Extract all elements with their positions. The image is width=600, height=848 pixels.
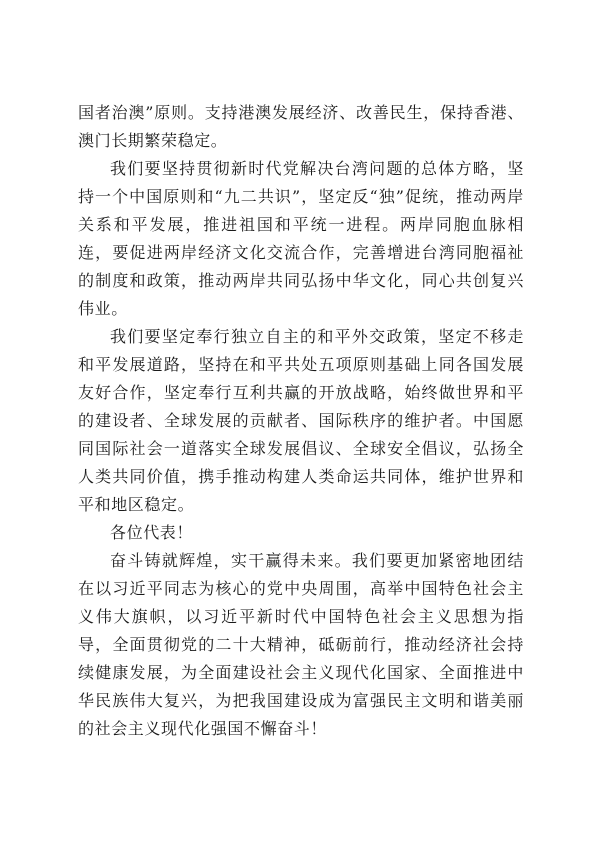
paragraph-closing: 奋斗铸就辉煌，实干赢得未来。我们要更加紧密地团结在以习近平同志为核心的党中央周围，高举中国特色社会主义伟大旗帜，以习近平新时代中国特色社会主义思想为指导，全面贯彻党的二十大精神，砥砺前行，推动经济社会持续健康发展，为全面建设社会主义现代化国家、全面推进中华民族伟大复兴，为把我国建设成为富强民主文明和谐美丽的社会主义现代化强国不懈奋斗！ — [78, 551, 524, 738]
body-text — [78, 99, 524, 743]
paragraph-taiwan: 我们要坚持贯彻新时代党解决台湾问题的总体方略，坚持一个中国原则和“九二共识”，坚定反“独”促统，推动两岸关系和平发展，推进祖国和平统一进程。两岸同胞血脉相连，要促进两岸经济文化交流合作，完善增进台湾同胞福祉的制度和政策，推动两岸共同弘扬中华文化，同心共创复兴伟业。 — [78, 159, 524, 318]
paragraph-continued: 国者治澳”原则。支持港澳发展经济、改善民生，保持香港、澳门长期繁荣稳定。 — [78, 103, 524, 150]
paragraph-foreign-policy: 我们要坚定奉行独立自主的和平外交政策，坚定不移走和平发展道路，坚持在和平共处五项原则基础上同各国发展友好合作，坚定奉行互利共赢的开放战略，始终做世界和平的建设者、全球发展的贡献者、国际秩序的维护者。中国愿同国际社会一道落实全球发展倡议、全球安全倡议，弘扬全人类共同价值，携手推动构建人类命运共同体，维护世界和平和地区稳定。 — [78, 327, 524, 514]
paragraph-address: 各位代表！ — [110, 523, 194, 542]
